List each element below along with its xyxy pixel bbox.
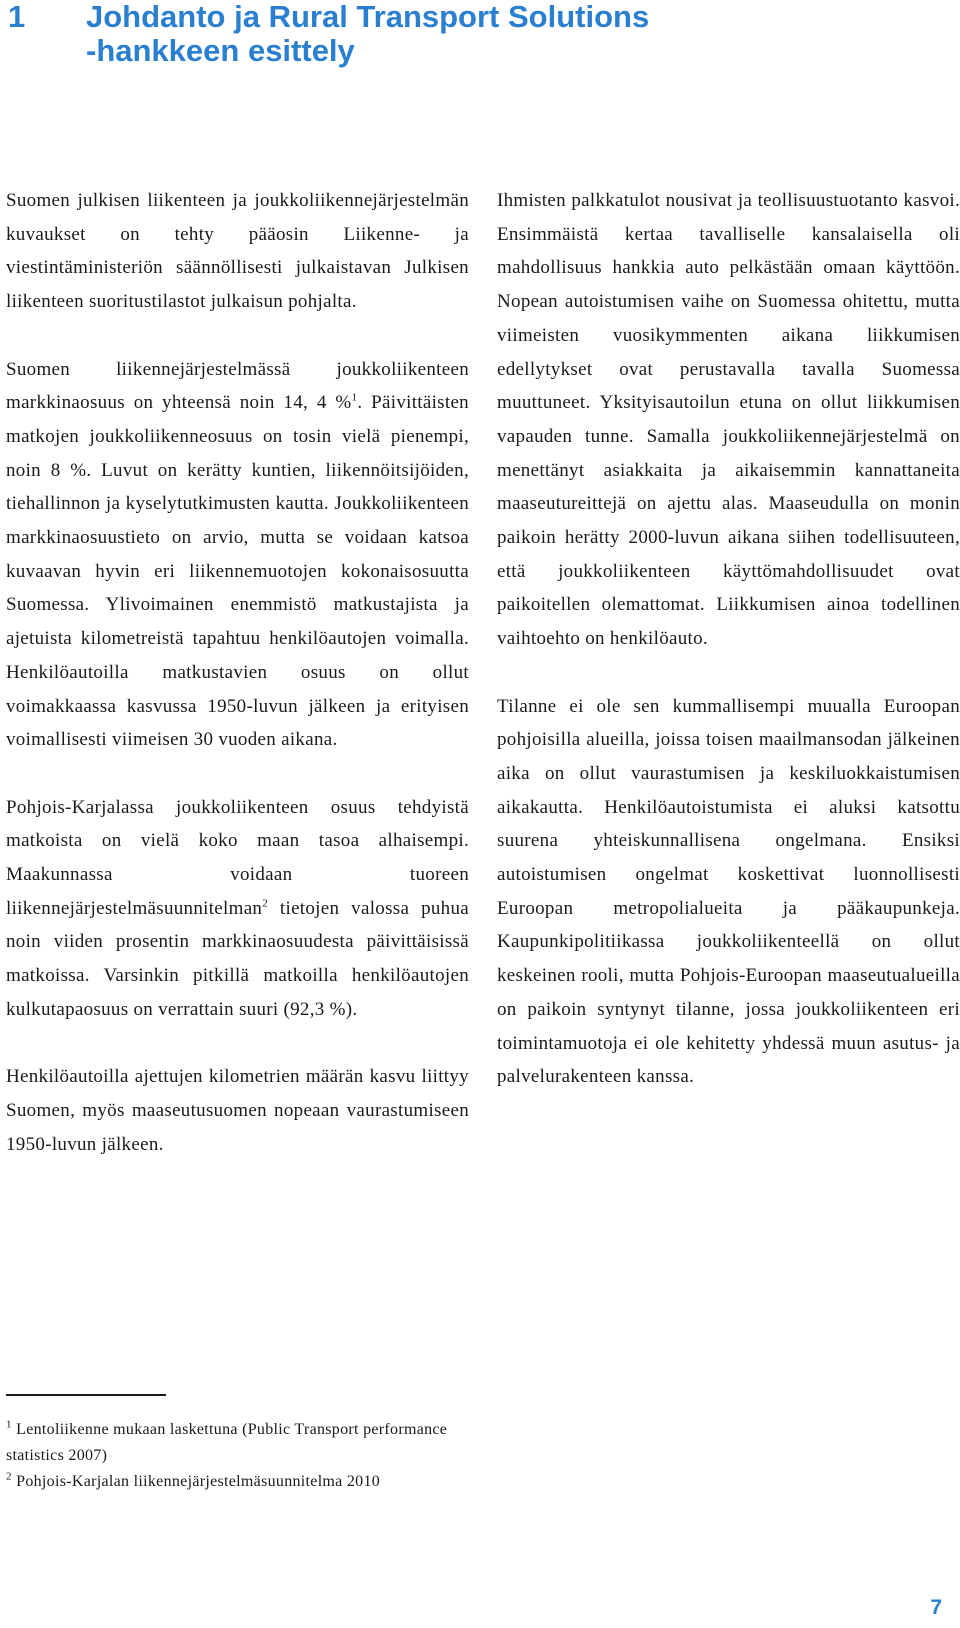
footnote-ref-1: 1	[351, 391, 358, 404]
footnote-divider	[6, 1394, 166, 1396]
chapter-title	[86, 0, 846, 68]
left-paragraph-3-part-a: Pohjois-Karjalassa joukkoliikenteen osuus tehdyistä matkoista on vielä koko maan tasoa alhaisempi. Maakunnassa voidaan tuoreen liikennejärjestelmäsuunnitelman	[6, 796, 469, 919]
left-paragraph-2-part-b: . Päivittäisten matkojen joukkoliikenneosuus on tosin vielä pienempi, noin 8 %. Luvut on kerätty kuntien, liikennöitsijöiden, tiehallinnon ja kyselytutkimusten kautta. Joukkoliikenteen markkinaosuustieto on arvio, mutta se voidaan katsoa kuvaavan hyvin eri liikennemuotojen kokonaisosuutta Suomessa. Ylivoimainen enemmistö matkustajista ja ajetuista kilometreistä tapahtuu henkilöautojen voimalla. Henkilöautoilla matkustavien osuus on ollut voimakkaassa kasvussa 1950-luvun jälkeen ja erityisen voimallisesti viimeisen 30 vuoden aikana.	[6, 392, 469, 751]
right-paragraph-2: Tilanne ei ole sen kummallisempi muualla Euroopan pohjoisilla alueilla, joissa toisen maailmansodan jälkeinen aika on ollut vaurastumisen ja keskiluokkaistumisen aikakautta. Henkilöautoistumista ei aluksi katsottu suurena yhteiskunnallisena ongelmana. Ensiksi autoistumisen ongelmat koskettivat luonnollisesti Euroopan metropolialueita ja pääkaupunkeja. Kaupunkipolitiikassa joukkoliikenteellä on ollut keskeinen rooli, mutta Pohjois-Euroopan maaseutualueilla on paikoin syntynyt tilanne, jossa joukkoliikenteen eri toimintamuotoja ei ole kehitetty yhdessä muun asutus- ja palvelurakenteen kanssa.	[497, 695, 960, 1088]
footnote-1	[6, 1417, 476, 1469]
left-paragraph-2	[6, 353, 469, 757]
chapter-number: 1	[8, 0, 26, 34]
chapter-title-line-2: -hankkeen esittely	[86, 33, 355, 68]
left-paragraph-1: Suomen julkisen liikenteen ja joukkoliikennejärjestelmän kuvaukset on tehty pääosin Liikenne- ja viestintäministeriön säännöllisesti julkaistavan Julkisen liikenteen suoritustilastot julkaisun pohjalta.	[6, 190, 469, 313]
footnote-1-text: Lentoliikenne mukaan laskettuna (Public Transport performance statistics 2007)	[6, 1421, 448, 1464]
page-number: 7	[930, 1596, 942, 1619]
footnote-2-marker: 2	[6, 1470, 12, 1483]
left-paragraph-4: Henkilöautoilla ajettujen kilometrien määrän kasvu liittyy Suomen, myös maaseutusuomen nopeaan vaurastumiseen 1950-luvun jälkeen.	[6, 1066, 469, 1155]
chapter-title-line-1: Johdanto ja Rural Transport Solutions	[86, 0, 650, 34]
left-paragraph-3	[6, 791, 469, 1027]
left-column	[6, 184, 469, 1161]
footnote-2	[6, 1469, 476, 1495]
footnotes	[6, 1417, 476, 1495]
footnote-1-marker: 1	[6, 1418, 12, 1431]
right-paragraph-1: Ihmisten palkkatulot nousivat ja teollisuustuotanto kasvoi. Ensimmäistä kertaa tavalliselle kansalaisella oli mahdollisuus hankkia auto pelkästään omaan käyttöön. Nopean autoistumisen vaihe on Suomessa ohitettu, mutta viimeisten vuosikymmenten aikana liikkumisen edellytykset ovat perustavalla tavalla Suomessa muuttuneet. Yksityisautoilun etuna on ollut liikkumisen vapauden tunne. Samalla joukkoliikennejärjestelmä on menettänyt asiakkaita ja aikaisemmin kannattaneita maaseutureittejä on ajettu alas. Maaseudulla on monin paikoin herätty 2000-luvun aikana siihen todellisuuteen, että joukkoliikenteen käyttömahdollisuudet ovat paikoitellen olemattomat. Liikkumisen ainoa todellinen vaihtoehto on henkilöauto.	[497, 190, 960, 650]
left-paragraph-2-part-a: Suomen liikennejärjestelmässä joukkoliikenteen markkinaosuus on yhteensä noin 14, 4 %	[6, 358, 469, 414]
footnote-ref-2: 2	[262, 897, 269, 910]
left-paragraph-3-part-b: tietojen valossa puhua noin viiden prosentin markkinaosuudesta päivittäisissä matkoissa. Varsinkin pitkillä matkoilla henkilöautojen kulkutapaosuus on verrattain suuri (92,3 %).	[6, 897, 469, 1020]
right-column	[497, 184, 960, 1094]
footnote-2-text: Pohjois-Karjalan liikennejärjestelmäsuunnitelma 2010	[16, 1473, 381, 1490]
